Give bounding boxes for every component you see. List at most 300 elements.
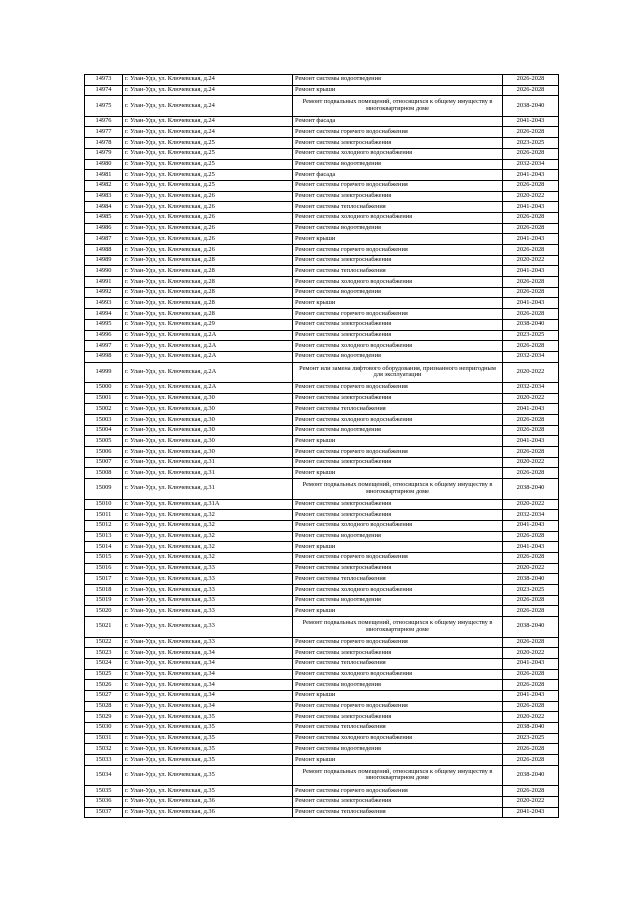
address-cell: г. Улан-Удэ, ул. Ключевская, д.31 — [123, 468, 293, 479]
address-cell: г. Улан-Удэ, ул. Ключевская, д.32 — [123, 542, 293, 553]
address-cell: г. Улан-Удэ, ул. Ключевская, д.2А — [123, 351, 293, 362]
table-row — [85, 510, 559, 521]
address-cell: г. Улан-Удэ, ул. Ключевская, д.28 — [123, 266, 293, 277]
address-cell: г. Улан-Удэ, ул. Ключевская, д.26 — [123, 202, 293, 213]
work-type-cell: Ремонт подвальных помещений, относящихся к общему имуществу в многоквартирном доме — [293, 765, 503, 785]
address-cell: г. Улан-Удэ, ул. Ключевская, д.32 — [123, 510, 293, 521]
period-cell: 2026-2028 — [503, 531, 559, 542]
row-number-cell: 15002 — [85, 404, 123, 415]
period-cell: 2041-2043 — [503, 170, 559, 181]
row-number-cell: 14976 — [85, 116, 123, 127]
work-type-cell: Ремонт системы водоотведения — [293, 425, 503, 436]
period-cell: 2026-2028 — [503, 447, 559, 458]
row-number-cell: 15005 — [85, 436, 123, 447]
row-number-cell: 15030 — [85, 723, 123, 734]
work-type-cell: Ремонт системы горячего водоснабжения — [293, 552, 503, 563]
period-cell: 2020-2022 — [503, 648, 559, 659]
work-type-cell: Ремонт крыши — [293, 606, 503, 617]
period-cell: 2041-2043 — [503, 436, 559, 447]
work-type-cell: Ремонт системы водоотведения — [293, 351, 503, 362]
table-row — [85, 170, 559, 181]
period-cell: 2020-2022 — [503, 255, 559, 266]
row-number-cell: 15031 — [85, 733, 123, 744]
work-type-cell: Ремонт системы электроснабжения — [293, 255, 503, 266]
address-cell: г. Улан-Удэ, ул. Ключевская, д.24 — [123, 85, 293, 96]
row-number-cell: 14974 — [85, 85, 123, 96]
address-cell: г. Улан-Удэ, ул. Ключевская, д.34 — [123, 701, 293, 712]
table-row — [85, 648, 559, 659]
period-cell: 2038-2040 — [503, 765, 559, 785]
row-number-cell: 15016 — [85, 563, 123, 574]
address-cell: г. Улан-Удэ, ул. Ключевская, д.32 — [123, 552, 293, 563]
work-type-cell: Ремонт системы теплоснабжения — [293, 266, 503, 277]
row-number-cell: 15021 — [85, 617, 123, 637]
table-row — [85, 574, 559, 585]
work-type-cell: Ремонт крыши — [293, 468, 503, 479]
row-number-cell: 15025 — [85, 669, 123, 680]
period-cell: 2026-2028 — [503, 755, 559, 766]
table-row — [85, 382, 559, 393]
period-cell: 2026-2028 — [503, 701, 559, 712]
period-cell: 2038-2040 — [503, 723, 559, 734]
row-number-cell: 15035 — [85, 786, 123, 797]
address-cell: г. Улан-Удэ, ул. Ключевская, д.26 — [123, 223, 293, 234]
work-type-cell: Ремонт системы горячего водоснабжения — [293, 786, 503, 797]
period-cell: 2020-2022 — [503, 393, 559, 404]
period-cell: 2041-2043 — [503, 520, 559, 531]
work-type-cell: Ремонт системы теплоснабжения — [293, 723, 503, 734]
table-row — [85, 542, 559, 553]
work-type-cell: Ремонт системы электроснабжения — [293, 648, 503, 659]
period-cell: 2041-2043 — [503, 404, 559, 415]
work-type-cell: Ремонт системы горячего водоснабжения — [293, 245, 503, 256]
work-type-cell: Ремонт системы холодного водоснабжения — [293, 277, 503, 288]
table-row — [85, 786, 559, 797]
address-cell: г. Улан-Удэ, ул. Ключевская, д.2А — [123, 341, 293, 352]
work-type-cell: Ремонт системы холодного водоснабжения — [293, 148, 503, 159]
address-cell: г. Улан-Удэ, ул. Ключевская, д.35 — [123, 712, 293, 723]
address-cell: г. Улан-Удэ, ул. Ключевская, д.34 — [123, 690, 293, 701]
table-row — [85, 701, 559, 712]
table-row — [85, 245, 559, 256]
row-number-cell: 15037 — [85, 807, 123, 818]
period-cell: 2026-2028 — [503, 468, 559, 479]
table-row — [85, 468, 559, 479]
period-cell: 2026-2028 — [503, 669, 559, 680]
period-cell: 2026-2028 — [503, 552, 559, 563]
address-cell: г. Улан-Удэ, ул. Ключевская, д.26 — [123, 212, 293, 223]
period-cell: 2020-2022 — [503, 499, 559, 510]
period-cell: 2041-2043 — [503, 807, 559, 818]
period-cell: 2023-2025 — [503, 330, 559, 341]
address-cell: г. Улан-Удэ, ул. Ключевская, д.25 — [123, 180, 293, 191]
table-row — [85, 669, 559, 680]
work-type-cell: Ремонт системы электроснабжения — [293, 138, 503, 149]
row-number-cell: 15009 — [85, 479, 123, 499]
row-number-cell: 14995 — [85, 319, 123, 330]
period-cell: 2026-2028 — [503, 786, 559, 797]
address-cell: г. Улан-Удэ, ул. Ключевская, д.2А — [123, 382, 293, 393]
address-cell: г. Улан-Удэ, ул. Ключевская, д.28 — [123, 287, 293, 298]
address-cell: г. Улан-Удэ, ул. Ключевская, д.24 — [123, 116, 293, 127]
row-number-cell: 14986 — [85, 223, 123, 234]
row-number-cell: 15027 — [85, 690, 123, 701]
address-cell: г. Улан-Удэ, ул. Ключевская, д.33 — [123, 563, 293, 574]
address-cell: г. Улан-Удэ, ул. Ключевская, д.33 — [123, 606, 293, 617]
row-number-cell: 15028 — [85, 701, 123, 712]
row-number-cell: 15004 — [85, 425, 123, 436]
period-cell: 2020-2022 — [503, 796, 559, 807]
table-row — [85, 585, 559, 596]
period-cell: 2023-2025 — [503, 585, 559, 596]
work-type-cell: Ремонт системы холодного водоснабжения — [293, 585, 503, 596]
table-row — [85, 298, 559, 309]
work-type-cell: Ремонт системы горячего водоснабжения — [293, 701, 503, 712]
address-cell: г. Улан-Удэ, ул. Ключевская, д.30 — [123, 436, 293, 447]
period-cell: 2026-2028 — [503, 341, 559, 352]
row-number-cell: 15026 — [85, 680, 123, 691]
work-type-cell: Ремонт крыши — [293, 298, 503, 309]
table-row — [85, 499, 559, 510]
row-number-cell: 15011 — [85, 510, 123, 521]
table-row — [85, 617, 559, 637]
table-row — [85, 287, 559, 298]
table-row — [85, 744, 559, 755]
row-number-cell: 14988 — [85, 245, 123, 256]
address-cell: г. Улан-Удэ, ул. Ключевская, д.34 — [123, 658, 293, 669]
work-type-cell: Ремонт системы горячего водоснабжения — [293, 180, 503, 191]
address-cell: г. Улан-Удэ, ул. Ключевская, д.29 — [123, 319, 293, 330]
period-cell: 2023-2025 — [503, 733, 559, 744]
work-type-cell: Ремонт крыши — [293, 542, 503, 553]
address-cell: г. Улан-Удэ, ул. Ключевская, д.33 — [123, 617, 293, 637]
work-type-cell: Ремонт системы горячего водоснабжения — [293, 382, 503, 393]
table-row — [85, 723, 559, 734]
work-type-cell: Ремонт системы водоотведения — [293, 680, 503, 691]
address-cell: г. Улан-Удэ, ул. Ключевская, д.34 — [123, 669, 293, 680]
address-cell: г. Улан-Удэ, ул. Ключевская, д.31А — [123, 499, 293, 510]
table-row — [85, 96, 559, 116]
address-cell: г. Улан-Удэ, ул. Ключевская, д.32 — [123, 531, 293, 542]
work-type-cell: Ремонт системы водоотведения — [293, 159, 503, 170]
period-cell: 2026-2028 — [503, 148, 559, 159]
work-type-cell: Ремонт системы электроснабжения — [293, 563, 503, 574]
address-cell: г. Улан-Удэ, ул. Ключевская, д.35 — [123, 786, 293, 797]
row-number-cell: 15018 — [85, 585, 123, 596]
address-cell: г. Улан-Удэ, ул. Ключевская, д.28 — [123, 298, 293, 309]
row-number-cell: 14984 — [85, 202, 123, 213]
work-type-cell: Ремонт системы водоотведения — [293, 744, 503, 755]
address-cell: г. Улан-Удэ, ул. Ключевская, д.26 — [123, 245, 293, 256]
row-number-cell: 14998 — [85, 351, 123, 362]
work-type-cell: Ремонт системы теплоснабжения — [293, 807, 503, 818]
period-cell: 2041-2043 — [503, 542, 559, 553]
table-row — [85, 447, 559, 458]
table-row — [85, 796, 559, 807]
work-type-cell: Ремонт системы водоотведения — [293, 223, 503, 234]
table-row — [85, 148, 559, 159]
work-type-cell: Ремонт системы горячего водоснабжения — [293, 447, 503, 458]
period-cell: 2041-2043 — [503, 658, 559, 669]
address-cell: г. Улан-Удэ, ул. Ключевская, д.32 — [123, 520, 293, 531]
table-row — [85, 341, 559, 352]
table-row — [85, 180, 559, 191]
period-cell: 2026-2028 — [503, 309, 559, 320]
table-row — [85, 393, 559, 404]
table-row — [85, 159, 559, 170]
period-cell: 2026-2028 — [503, 606, 559, 617]
work-type-cell: Ремонт системы электроснабжения — [293, 712, 503, 723]
work-type-cell: Ремонт системы холодного водоснабжения — [293, 341, 503, 352]
row-number-cell: 14978 — [85, 138, 123, 149]
row-number-cell: 14973 — [85, 75, 123, 86]
period-cell: 2032-2034 — [503, 382, 559, 393]
work-type-cell: Ремонт подвальных помещений, относящихся к общему имуществу в многоквартирном доме — [293, 617, 503, 637]
address-cell: г. Улан-Удэ, ул. Ключевская, д.25 — [123, 170, 293, 181]
address-cell: г. Улан-Удэ, ул. Ключевская, д.30 — [123, 393, 293, 404]
work-type-cell: Ремонт системы холодного водоснабжения — [293, 212, 503, 223]
work-type-cell: Ремонт системы теплоснабжения — [293, 404, 503, 415]
table-row — [85, 552, 559, 563]
row-number-cell: 15014 — [85, 542, 123, 553]
row-number-cell: 14996 — [85, 330, 123, 341]
table-row — [85, 202, 559, 213]
period-cell: 2020-2022 — [503, 457, 559, 468]
row-number-cell: 14992 — [85, 287, 123, 298]
period-cell: 2041-2043 — [503, 690, 559, 701]
work-type-cell: Ремонт системы электроснабжения — [293, 796, 503, 807]
address-cell: г. Улан-Удэ, ул. Ключевская, д.33 — [123, 574, 293, 585]
row-number-cell: 14983 — [85, 191, 123, 202]
address-cell: г. Улан-Удэ, ул. Ключевская, д.33 — [123, 585, 293, 596]
period-cell: 2032-2034 — [503, 351, 559, 362]
period-cell: 2041-2043 — [503, 266, 559, 277]
table-row — [85, 690, 559, 701]
address-cell: г. Улан-Удэ, ул. Ключевская, д.30 — [123, 425, 293, 436]
work-type-cell: Ремонт системы водоотведения — [293, 531, 503, 542]
period-cell: 2026-2028 — [503, 245, 559, 256]
work-type-cell: Ремонт крыши — [293, 234, 503, 245]
table-row — [85, 479, 559, 499]
work-type-cell: Ремонт системы холодного водоснабжения — [293, 520, 503, 531]
address-cell: г. Улан-Удэ, ул. Ключевская, д.26 — [123, 234, 293, 245]
table-row — [85, 755, 559, 766]
row-number-cell: 15036 — [85, 796, 123, 807]
repair-schedule-table — [84, 74, 559, 818]
address-cell: г. Улан-Удэ, ул. Ключевская, д.34 — [123, 680, 293, 691]
row-number-cell: 14987 — [85, 234, 123, 245]
period-cell: 2026-2028 — [503, 744, 559, 755]
row-number-cell: 15022 — [85, 637, 123, 648]
address-cell: г. Улан-Удэ, ул. Ключевская, д.33 — [123, 595, 293, 606]
table-row — [85, 531, 559, 542]
table-row — [85, 436, 559, 447]
table-row — [85, 234, 559, 245]
period-cell: 2041-2043 — [503, 234, 559, 245]
period-cell: 2026-2028 — [503, 287, 559, 298]
work-type-cell: Ремонт системы горячего водоснабжения — [293, 309, 503, 320]
address-cell: г. Улан-Удэ, ул. Ключевская, д.31 — [123, 457, 293, 468]
row-number-cell: 14994 — [85, 309, 123, 320]
address-cell: г. Улан-Удэ, ул. Ключевская, д.36 — [123, 796, 293, 807]
table-row — [85, 404, 559, 415]
table-row — [85, 563, 559, 574]
period-cell: 2026-2028 — [503, 637, 559, 648]
work-type-cell: Ремонт системы электроснабжения — [293, 499, 503, 510]
work-type-cell: Ремонт системы теплоснабжения — [293, 202, 503, 213]
address-cell: г. Улан-Удэ, ул. Ключевская, д.25 — [123, 148, 293, 159]
address-cell: г. Улан-Удэ, ул. Ключевская, д.24 — [123, 75, 293, 86]
work-type-cell: Ремонт крыши — [293, 690, 503, 701]
row-number-cell: 14990 — [85, 266, 123, 277]
row-number-cell: 15023 — [85, 648, 123, 659]
row-number-cell: 15032 — [85, 744, 123, 755]
address-cell: г. Улан-Удэ, ул. Ключевская, д.36 — [123, 807, 293, 818]
address-cell: г. Улан-Удэ, ул. Ключевская, д.35 — [123, 733, 293, 744]
row-number-cell: 14989 — [85, 255, 123, 266]
work-type-cell: Ремонт системы теплоснабжения — [293, 658, 503, 669]
row-number-cell: 15001 — [85, 393, 123, 404]
row-number-cell: 15013 — [85, 531, 123, 542]
row-number-cell: 14982 — [85, 180, 123, 191]
table-row — [85, 223, 559, 234]
period-cell: 2038-2040 — [503, 319, 559, 330]
period-cell: 2041-2043 — [503, 298, 559, 309]
address-cell: г. Улан-Удэ, ул. Ключевская, д.30 — [123, 404, 293, 415]
address-cell: г. Улан-Удэ, ул. Ключевская, д.33 — [123, 637, 293, 648]
table-row — [85, 85, 559, 96]
table-row — [85, 255, 559, 266]
period-cell: 2026-2028 — [503, 75, 559, 86]
table-row — [85, 733, 559, 744]
row-number-cell: 15020 — [85, 606, 123, 617]
work-type-cell: Ремонт подвальных помещений, относящихся к общему имуществу в многоквартирном доме — [293, 479, 503, 499]
row-number-cell: 15017 — [85, 574, 123, 585]
period-cell: 2026-2028 — [503, 415, 559, 426]
table-row — [85, 637, 559, 648]
address-cell: г. Улан-Удэ, ул. Ключевская, д.28 — [123, 277, 293, 288]
row-number-cell: 15006 — [85, 447, 123, 458]
period-cell: 2026-2028 — [503, 425, 559, 436]
address-cell: г. Улан-Удэ, ул. Ключевская, д.31 — [123, 479, 293, 499]
work-type-cell: Ремонт системы холодного водоснабжения — [293, 415, 503, 426]
table-row — [85, 330, 559, 341]
work-type-cell: Ремонт крыши — [293, 436, 503, 447]
work-type-cell: Ремонт системы водоотведения — [293, 595, 503, 606]
work-type-cell: Ремонт системы водоотведения — [293, 75, 503, 86]
period-cell: 2026-2028 — [503, 127, 559, 138]
address-cell: г. Улан-Удэ, ул. Ключевская, д.25 — [123, 138, 293, 149]
work-type-cell: Ремонт крыши — [293, 85, 503, 96]
row-number-cell: 15024 — [85, 658, 123, 669]
row-number-cell: 15007 — [85, 457, 123, 468]
table-row — [85, 309, 559, 320]
table-row — [85, 415, 559, 426]
work-type-cell: Ремонт системы электроснабжения — [293, 330, 503, 341]
work-type-cell: Ремонт системы горячего водоснабжения — [293, 637, 503, 648]
row-number-cell: 15029 — [85, 712, 123, 723]
work-type-cell: Ремонт системы холодного водоснабжения — [293, 669, 503, 680]
address-cell: г. Улан-Удэ, ул. Ключевская, д.2А — [123, 330, 293, 341]
address-cell: г. Улан-Удэ, ул. Ключевская, д.30 — [123, 415, 293, 426]
work-type-cell: Ремонт системы электроснабжения — [293, 393, 503, 404]
period-cell: 2023-2025 — [503, 138, 559, 149]
table-row — [85, 191, 559, 202]
row-number-cell: 14999 — [85, 362, 123, 382]
address-cell: г. Улан-Удэ, ул. Ключевская, д.24 — [123, 96, 293, 116]
row-number-cell: 14980 — [85, 159, 123, 170]
table-row — [85, 520, 559, 531]
period-cell: 2041-2043 — [503, 116, 559, 127]
table-row — [85, 606, 559, 617]
table-row — [85, 425, 559, 436]
work-type-cell: Ремонт системы водоотведения — [293, 287, 503, 298]
table-row — [85, 765, 559, 785]
work-type-cell: Ремонт подвальных помещений, относящихся к общему имуществу в многоквартирном доме — [293, 96, 503, 116]
row-number-cell: 14991 — [85, 277, 123, 288]
table-row — [85, 712, 559, 723]
work-type-cell: Ремонт крыши — [293, 755, 503, 766]
table-row — [85, 457, 559, 468]
period-cell: 2020-2022 — [503, 191, 559, 202]
work-type-cell: Ремонт системы электроснабжения — [293, 319, 503, 330]
address-cell: г. Улан-Удэ, ул. Ключевская, д.28 — [123, 255, 293, 266]
row-number-cell: 14977 — [85, 127, 123, 138]
table-row — [85, 75, 559, 86]
work-type-cell: Ремонт системы электроснабжения — [293, 191, 503, 202]
period-cell: 2020-2022 — [503, 362, 559, 382]
row-number-cell: 15003 — [85, 415, 123, 426]
work-type-cell: Ремонт или замена лифтового оборудования, признанного непригодным для эксплуатации — [293, 362, 503, 382]
table-row — [85, 658, 559, 669]
address-cell: г. Улан-Удэ, ул. Ключевская, д.35 — [123, 723, 293, 734]
work-type-cell: Ремонт фасада — [293, 116, 503, 127]
row-number-cell: 15033 — [85, 755, 123, 766]
row-number-cell: 14993 — [85, 298, 123, 309]
row-number-cell: 15012 — [85, 520, 123, 531]
row-number-cell: 15034 — [85, 765, 123, 785]
address-cell: г. Улан-Удэ, ул. Ключевская, д.24 — [123, 127, 293, 138]
row-number-cell: 15010 — [85, 499, 123, 510]
table-row — [85, 807, 559, 818]
work-type-cell: Ремонт системы электроснабжения — [293, 457, 503, 468]
row-number-cell: 14975 — [85, 96, 123, 116]
table-row — [85, 362, 559, 382]
work-type-cell: Ремонт системы холодного водоснабжения — [293, 733, 503, 744]
table-row — [85, 277, 559, 288]
period-cell: 2026-2028 — [503, 595, 559, 606]
work-type-cell: Ремонт системы электроснабжения — [293, 510, 503, 521]
table-row — [85, 127, 559, 138]
row-number-cell: 14979 — [85, 148, 123, 159]
period-cell: 2026-2028 — [503, 212, 559, 223]
table-row — [85, 319, 559, 330]
period-cell: 2032-2034 — [503, 510, 559, 521]
table-row — [85, 680, 559, 691]
period-cell: 2026-2028 — [503, 277, 559, 288]
address-cell: г. Улан-Удэ, ул. Ключевская, д.34 — [123, 648, 293, 659]
period-cell: 2038-2040 — [503, 479, 559, 499]
table-row — [85, 351, 559, 362]
row-number-cell: 15000 — [85, 382, 123, 393]
period-cell: 2038-2040 — [503, 574, 559, 585]
table-row — [85, 138, 559, 149]
period-cell: 2026-2028 — [503, 85, 559, 96]
table-row — [85, 266, 559, 277]
row-number-cell: 14981 — [85, 170, 123, 181]
work-type-cell: Ремонт системы теплоснабжения — [293, 574, 503, 585]
row-number-cell: 15019 — [85, 595, 123, 606]
